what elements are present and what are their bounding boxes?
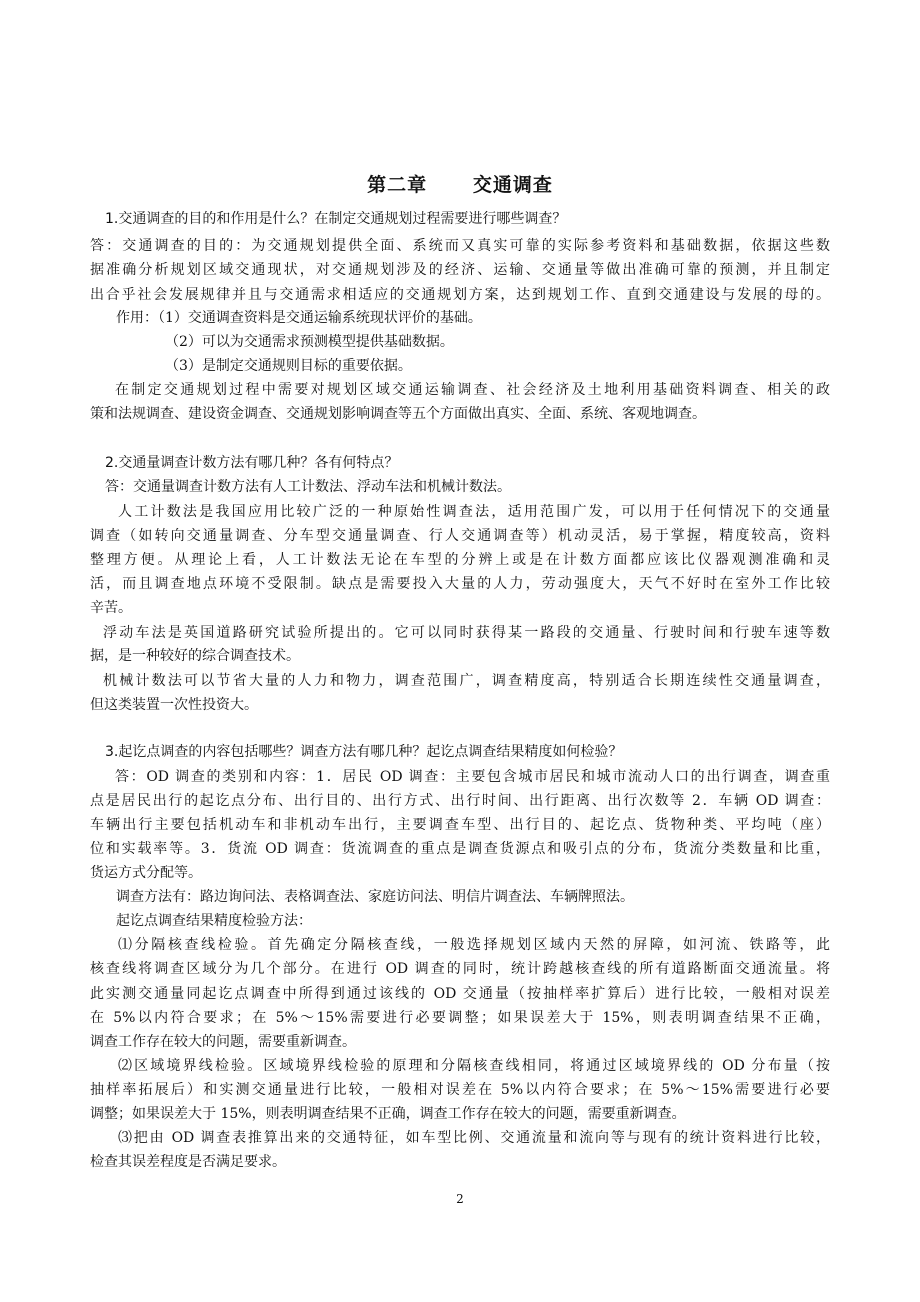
question-2: 2.交通量调查计数方法有哪几种？各有何特点？ xyxy=(105,455,399,471)
paragraph-line: 活，而且调查地点环境不受限制。缺点是需要投入大量的人力，劳动强度大，天气不好时在室外工作比较 xyxy=(90,576,830,592)
paragraph-line: 整理方便。从理论上看，人工计数法无论在车型的分辨上或是在计数方面都应该比仪器观测准确和灵 xyxy=(90,552,830,568)
paragraph-line: ⑴分隔核查线检验。首先确定分隔核查线，一般选择规划区域内天然的屏障，如河流、铁路等，此 xyxy=(118,937,830,953)
paragraph-line: 车辆出行主要包括机动车和非机动车出行，主要调查车型、出行目的、起讫点、货物种类、平均吨（座） xyxy=(90,817,830,833)
paragraph-line: 出合乎社会发展规律并且与交通需求相适应的交通规划方案，达到规划工作、直到交通建设与发展的母的。 xyxy=(90,287,830,303)
paragraph-line: 人工计数法是我国应用比较广泛的一种原始性调查法，适用范围广发，可以用于任何情况下的交通量 xyxy=(118,504,830,520)
paragraph-line: 调查（如转向交通量调查、分车型交通量调查、行人交通调查等）机动灵活，易于掌握，精度较高，资料 xyxy=(90,528,830,544)
chapter-title: 第二章 交通调查 xyxy=(367,174,553,196)
list-item: 作用：（1）交通调查资料是交通运输系统现状评价的基础。 xyxy=(116,310,482,326)
paragraph-line: 据准确分析规划区域交通现状，对交通规划涉及的经济、运输、交通量等做出准确可靠的预测，并且制定 xyxy=(90,262,830,278)
paragraph-line: 据，是一种较好的综合调查技术。 xyxy=(90,648,300,664)
list-item: （2）可以为交通需求预测模型提供基础数据。 xyxy=(165,334,454,350)
answer-line: 答：交通量调查计数方法有人工计数法、浮动车法和机械计数法。 xyxy=(105,479,511,495)
paragraph-line: 浮动车法是英国道路研究试验所提出的。它可以同时获得某一路段的交通量、行驶时间和行驶车速等数 xyxy=(103,625,830,641)
paragraph-line: 策和法规调查、建设资金调查、交通规划影响调查等五个方面做出真实、全面、系统、客观地调查。 xyxy=(90,406,706,422)
paragraph-line: 答：OD 调查的类别和内容：1．居民 OD 调查：主要包含城市居民和城市流动人口的出行调查，调查重 xyxy=(115,769,830,785)
paragraph-line: ⑶把由 OD 调查表推算出来的交通特征，如车型比例、交通流量和流向等与现有的统计资料进行比较， xyxy=(118,1130,830,1146)
paragraph-line: 在 5%以内符合要求；在 5%～15%需要进行必要调整；如果误差大于 15%，则表明调查结果不正确， xyxy=(90,1010,830,1026)
paragraph-line: 点是居民出行的起讫点分布、出行目的、出行方式、出行时间、出行距离、出行次数等 2．车辆 OD 调查： xyxy=(90,793,830,809)
paragraph-line: 机械计数法可以节省大量的人力和物力，调查范围广，调查精度高，特别适合长期连续性交通量调查， xyxy=(103,673,830,689)
paragraph-line: 抽样率拓展后）和实测交通量进行比较，一般相对误差在 5%以内符合要求；在 5%～15%需要进行必要 xyxy=(90,1082,830,1098)
paragraph-line: 货运方式分配等。 xyxy=(90,865,202,881)
paragraph-line: 在制定交通规划过程中需要对规划区域交通运输调查、社会经济及土地利用基础资料调查、相关的政 xyxy=(115,382,830,398)
list-item: （3）是制定交通规则目标的重要依据。 xyxy=(165,358,412,374)
paragraph-line: 检查其误差程度是否满足要求。 xyxy=(90,1154,286,1170)
paragraph-line: 此实测交通量同起讫点调查中所得到通过该线的 OD 交通量（按抽样率扩算后）进行比较，一般相对误差 xyxy=(90,986,830,1002)
paragraph-line: 调查工作存在较大的问题，需要重新调查。 xyxy=(90,1034,356,1050)
paragraph-line: 起讫点调查结果精度检验方法： xyxy=(116,913,312,929)
question-1: 1.交通调查的目的和作用是什么？在制定交通规划过程需要进行哪些调查？ xyxy=(105,211,567,227)
paragraph-line: 辛苦。 xyxy=(90,600,132,616)
page-number: 2 xyxy=(456,1192,464,1206)
paragraph-line: 但这类装置一次性投资大。 xyxy=(90,697,258,713)
question-3: 3.起讫点调查的内容包括哪些？调查方法有哪几种？起讫点调查结果精度如何检验？ xyxy=(105,744,623,760)
paragraph-line: 调查方法有：路边询问法、表格调查法、家庭访问法、明信片调查法、车辆牌照法。 xyxy=(116,889,634,905)
paragraph-line: 答：交通调查的目的：为交通规划提供全面、系统而又真实可靠的实际参考资料和基础数据，依据这些数 xyxy=(90,238,830,254)
paragraph-line: 核查线将调查区域分为几个部分。在进行 OD 调查的同时，统计跨越核查线的所有道路断面交通流量。将 xyxy=(90,961,830,977)
paragraph-line: 位和实载率等。3．货流 OD 调查：货流调查的重点是调查货源点和吸引点的分布，货流分类数量和比重， xyxy=(90,841,830,857)
paragraph-line: 调整；如果误差大于 15%，则表明调查结果不正确，调查工作存在较大的问题，需要重新调查。 xyxy=(90,1106,686,1122)
paragraph-line: ⑵区域境界线检验。区域境界线检验的原理和分隔核查线相同，将通过区域境界线的 OD 分布量（按 xyxy=(118,1058,830,1074)
